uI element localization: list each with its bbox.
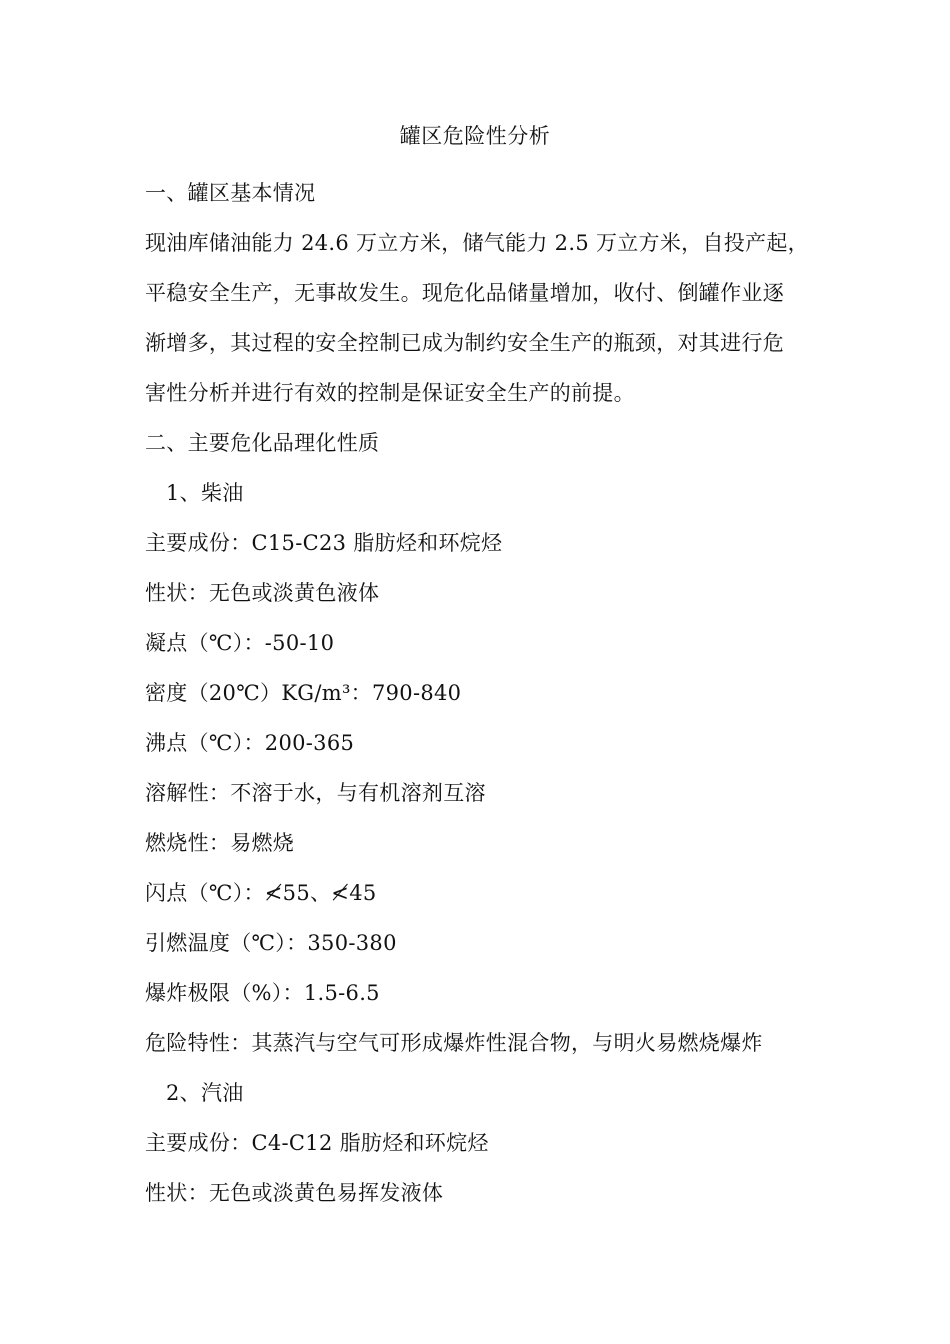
property-line: 引燃温度（℃）：350-380: [145, 931, 397, 955]
property-line: 危险特性：其蒸汽与空气可形成爆炸性混合物，与明火易燃烧爆炸: [145, 1031, 763, 1055]
paragraph-line: 渐增多，其过程的安全控制已成为制约安全生产的瓶颈，对其进行危: [145, 331, 784, 355]
subsection-heading: 2、汽油: [166, 1081, 244, 1105]
property-line: 主要成份：C15-C23 脂肪烃和环烷烃: [145, 531, 503, 555]
subsection-heading: 1、柴油: [166, 481, 244, 505]
document-title: 罐区危险性分析: [399, 124, 551, 148]
property-line: 凝点（℃）：-50-10: [145, 631, 335, 655]
paragraph-line: 现油库储油能力 24.6 万立方米，储气能力 2.5 万立方米，自投产起，: [145, 231, 809, 255]
property-line: 沸点（℃）：200-365: [145, 731, 355, 755]
paragraph-line: 平稳安全生产，无事故发生。现危化品储量增加，收付、倒罐作业逐: [145, 281, 784, 305]
property-line: 密度（20℃）KG/m³：790-840: [145, 681, 462, 705]
section-heading: 二、主要危化品理化性质: [145, 431, 380, 455]
property-line: 燃烧性：易燃烧: [145, 831, 295, 855]
paragraph-line: 害性分析并进行有效的控制是保证安全生产的前提。: [145, 381, 635, 405]
property-line: 性状：无色或淡黄色易挥发液体: [145, 1181, 444, 1205]
document-body: [145, 168, 815, 1218]
property-line: 闪点（℃）：≮55、≮45: [145, 881, 377, 905]
property-line: 溶解性：不溶于水，与有机溶剂互溶: [145, 781, 486, 805]
section-heading: 一、罐区基本情况: [145, 181, 316, 205]
property-line: 爆炸极限（%）：1.5-6.5: [145, 981, 380, 1005]
property-line: 性状：无色或淡黄色液体: [145, 581, 380, 605]
property-line: 主要成份：C4-C12 脂肪烃和环烷烃: [145, 1131, 489, 1155]
